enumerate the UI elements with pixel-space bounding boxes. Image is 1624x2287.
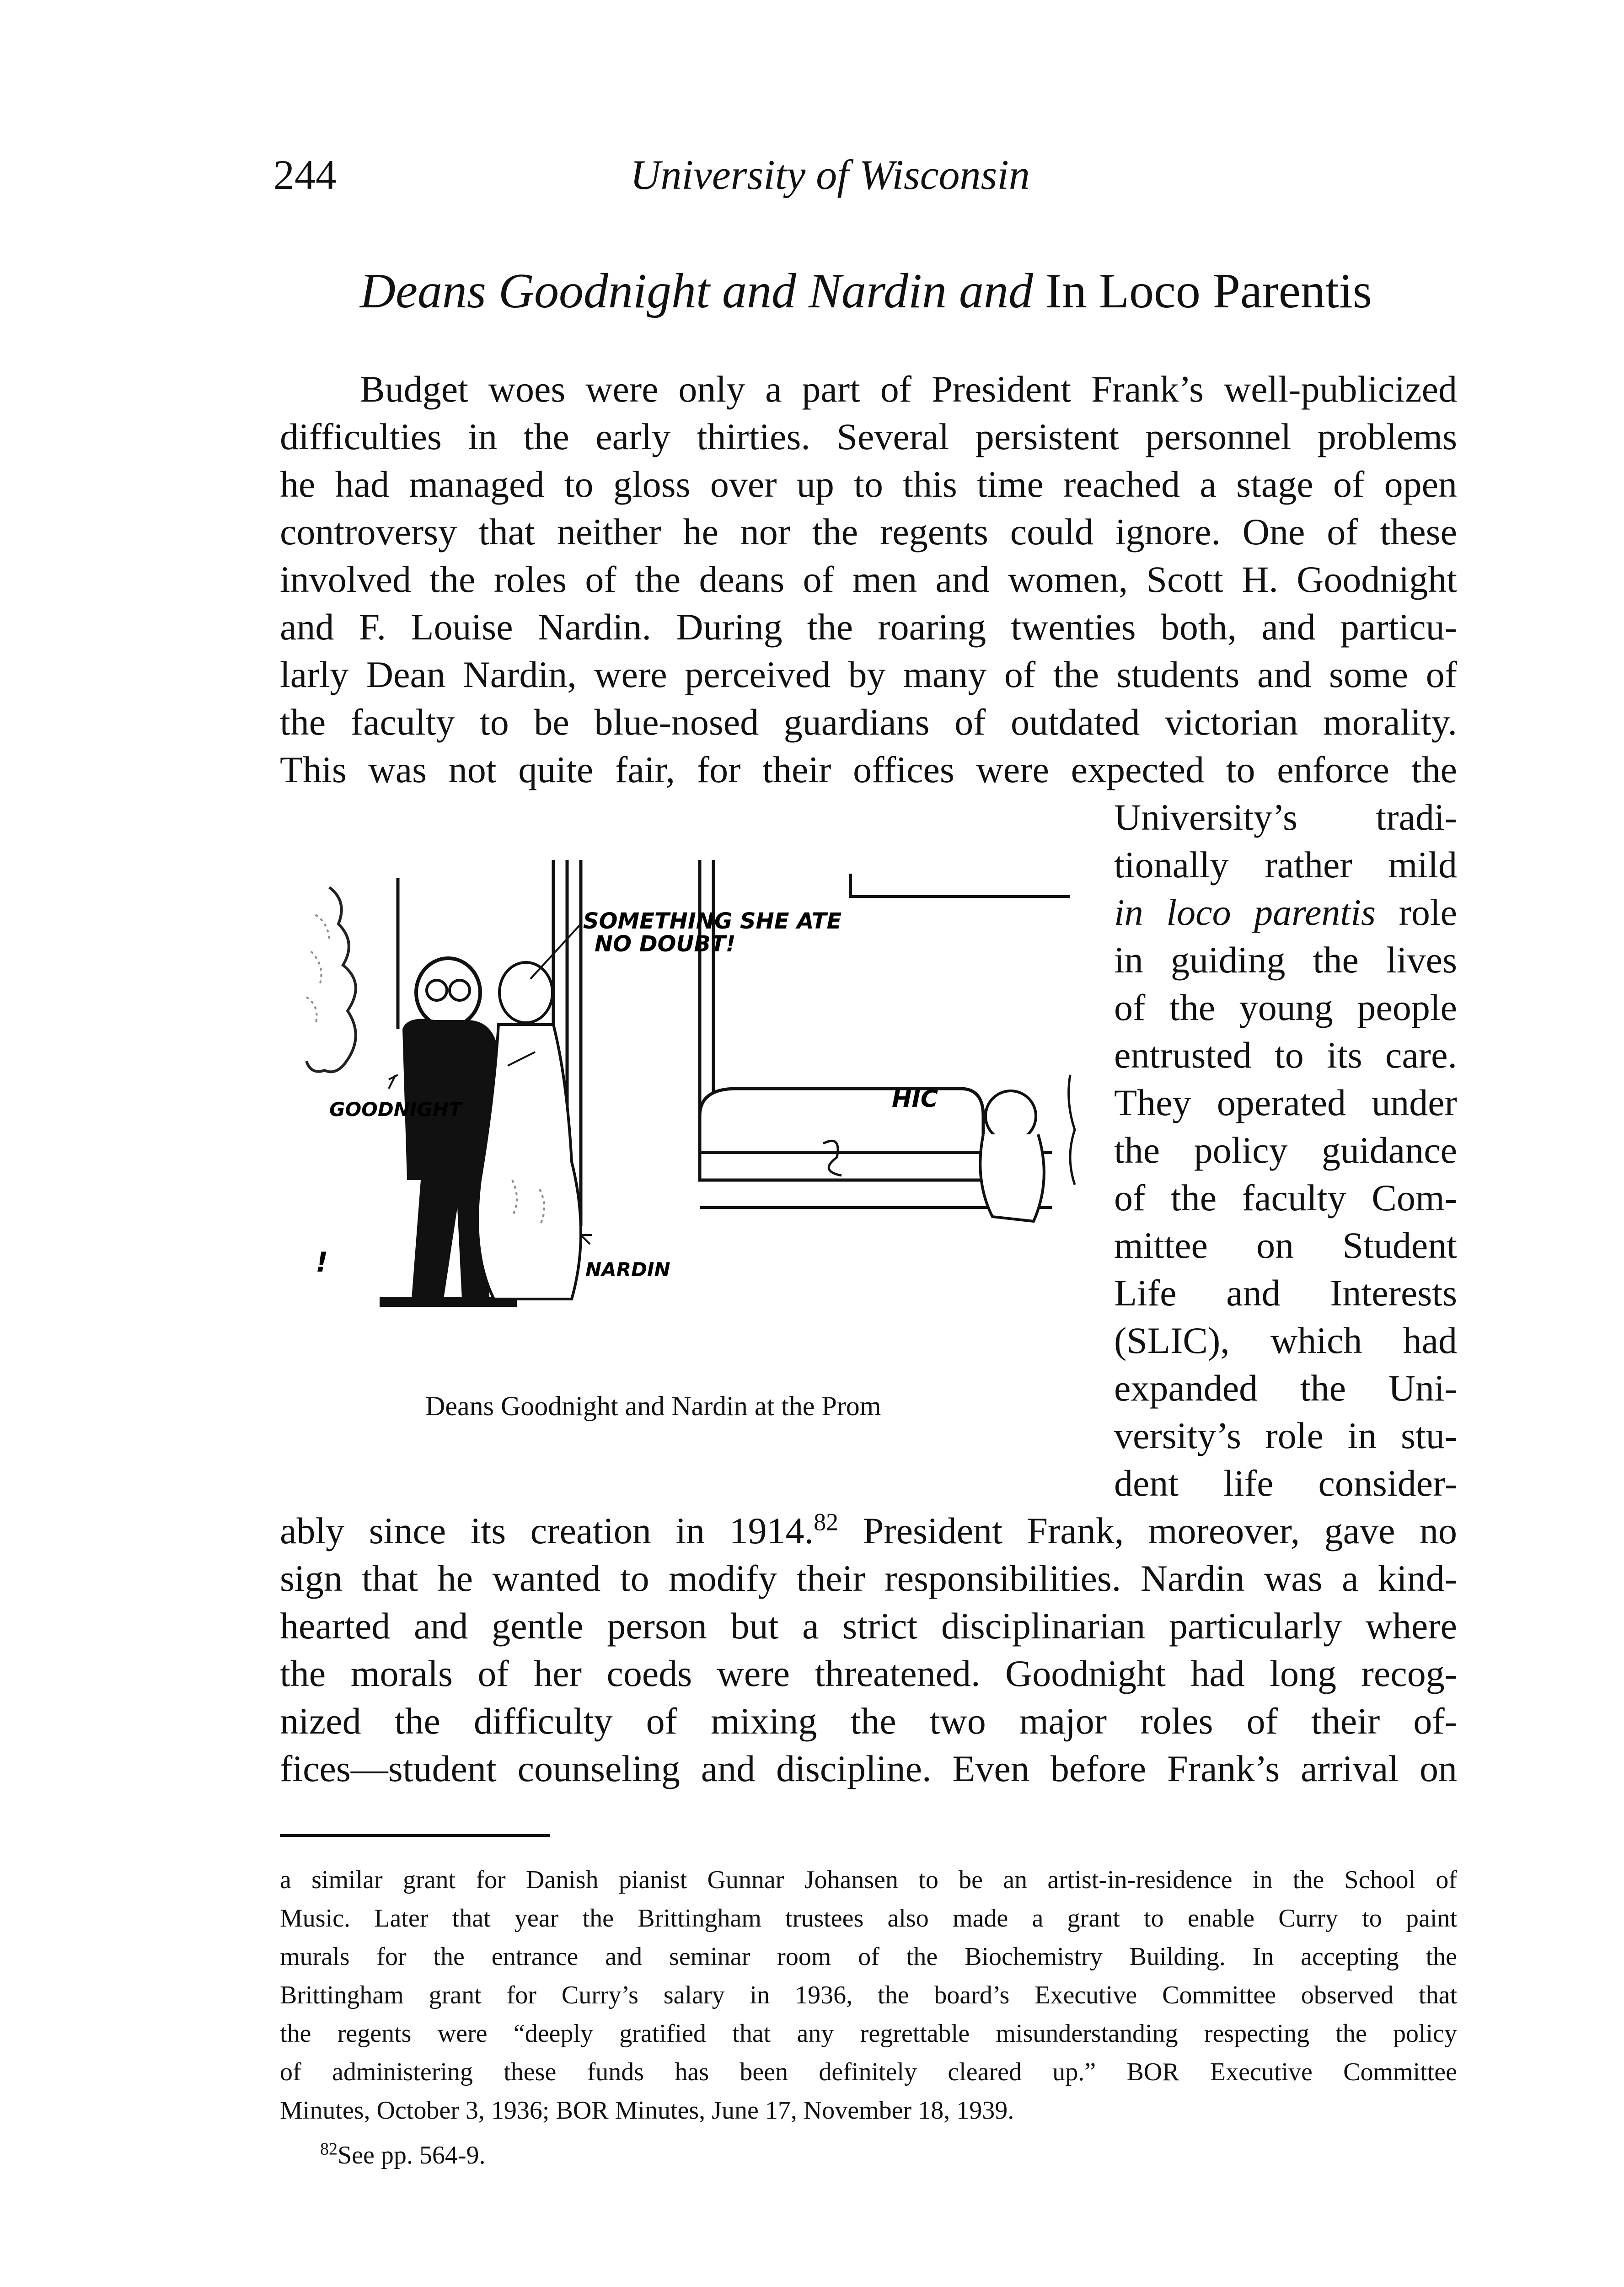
wrap-line: the policy guidance <box>1114 1129 1457 1171</box>
footnote-line: a similar grant for Danish pianist Gunnar Johansen to be an artist-in-residence in the School of <box>280 1866 1457 1894</box>
body-line: larly Dean Nardin, were perceived by many of the students and some of <box>280 654 1457 695</box>
label-quote-2: NO DOUBT! <box>595 931 736 957</box>
wrap-line <box>1114 891 1458 933</box>
running-title: University of Wisconsin <box>630 151 1030 198</box>
body-line: and F. Louise Nardin. During the roaring twenties both, and particu- <box>280 606 1457 648</box>
wrap-suffix: role <box>1375 891 1458 933</box>
footnote-line: Music. Later that year the Brittingham trustees also made a grant to enable Curry to paint <box>280 1904 1457 1933</box>
cartoon-figure <box>297 860 1084 1386</box>
body-line: hearted and gentle person but a strict disciplinarian particularly where <box>280 1605 1457 1647</box>
label-quote-1: SOMETHING SHE ATE <box>583 908 842 934</box>
body-line: involved the roles of the deans of men and women, Scott H. Goodnight <box>280 558 1457 600</box>
body-line: This was not quite fair, for their offices were expected to enforce the <box>280 749 1457 790</box>
body-line: the faculty to be blue-nosed guardians of outdated victorian morality. <box>280 701 1457 743</box>
footnote-line: of administering these funds has been definitely cleared up.” BOR Executive Committee <box>280 2058 1457 2086</box>
wrap-line: dent life consider- <box>1114 1462 1457 1504</box>
page-number: 244 <box>273 151 337 198</box>
wrap-line: Life and Interests <box>1114 1272 1457 1314</box>
section-title-italic: Deans Goodnight and Nardin and <box>360 264 1034 318</box>
wrap-line: They operated under <box>1114 1082 1457 1123</box>
footnote-line: Brittingham grant for Curry’s salary in 1936, the board’s Executive Committee observed that <box>280 1981 1457 2009</box>
wrap-line: entrusted to its care. <box>1114 1034 1457 1076</box>
body-line: controversy that neither he nor the regents could ignore. One of these <box>280 511 1457 553</box>
body-line <box>280 1508 1457 1552</box>
wrap-line: expanded the Uni- <box>1114 1367 1457 1409</box>
figure-caption: Deans Goodnight and Nardin at the Prom <box>425 1391 881 1421</box>
wrap-line: of the faculty Com- <box>1114 1177 1457 1219</box>
body-line: sign that he wanted to modify their responsibilities. Nardin was a kind- <box>280 1557 1457 1599</box>
body-line: he had managed to gloss over up to this time reached a stage of open <box>280 463 1457 505</box>
label-exclaim: ! <box>316 1246 328 1278</box>
wrap-line: in guiding the lives <box>1114 939 1457 981</box>
wrap-line: (SLIC), which had <box>1114 1320 1457 1361</box>
footnote-82 <box>320 2141 486 2170</box>
wrap-line: mittee on Student <box>1114 1224 1457 1266</box>
footnote-rule <box>280 1834 550 1837</box>
resume-text-after: President Frank, moreover, gave no <box>838 1510 1457 1552</box>
wrap-line: University’s tradi- <box>1114 796 1457 838</box>
wrap-line: versity’s role in stu- <box>1114 1415 1457 1456</box>
body-line: Budget woes were only a part of President Frank’s well-publicized <box>360 368 1457 410</box>
cartoon-drawing <box>297 860 1084 1386</box>
label-hic: HIC <box>892 1085 938 1113</box>
body-line: the morals of her coeds were threatened. Goodnight had long recog- <box>280 1653 1457 1694</box>
footnote-line: murals for the entrance and seminar room of the Biochemistry Building. In accepting the <box>280 1943 1457 1971</box>
resume-text: ably since its creation in 1914. <box>280 1510 814 1552</box>
label-goodnight: GOODNIGHT <box>329 1098 462 1121</box>
body-line: fices—student counseling and discipline. Even before Frank’s arrival on <box>280 1748 1457 1789</box>
wrap-line: of the young people <box>1114 987 1457 1028</box>
footnote-number: 82 <box>320 2139 338 2159</box>
footnote-text: See pp. 564-9. <box>338 2141 486 2169</box>
footnote-ref: 82 <box>814 1508 839 1536</box>
italic-phrase: in loco parentis <box>1114 891 1376 933</box>
footnote-line: the regents were “deeply gratified that any regrettable misunderstanding respecting the policy <box>280 2019 1457 2048</box>
footnote-line: Minutes, October 3, 1936; BOR Minutes, June 17, November 18, 1939. <box>280 2096 1014 2125</box>
body-line: nized the difficulty of mixing the two major roles of their of- <box>280 1700 1457 1742</box>
section-title <box>360 263 1372 320</box>
wrap-line: tionally rather mild <box>1114 844 1457 886</box>
body-line: difficulties in the early thirties. Several persistent personnel problems <box>280 416 1457 457</box>
section-title-roman: In Loco Parentis <box>1045 264 1372 318</box>
label-nardin: NARDIN <box>585 1258 670 1281</box>
